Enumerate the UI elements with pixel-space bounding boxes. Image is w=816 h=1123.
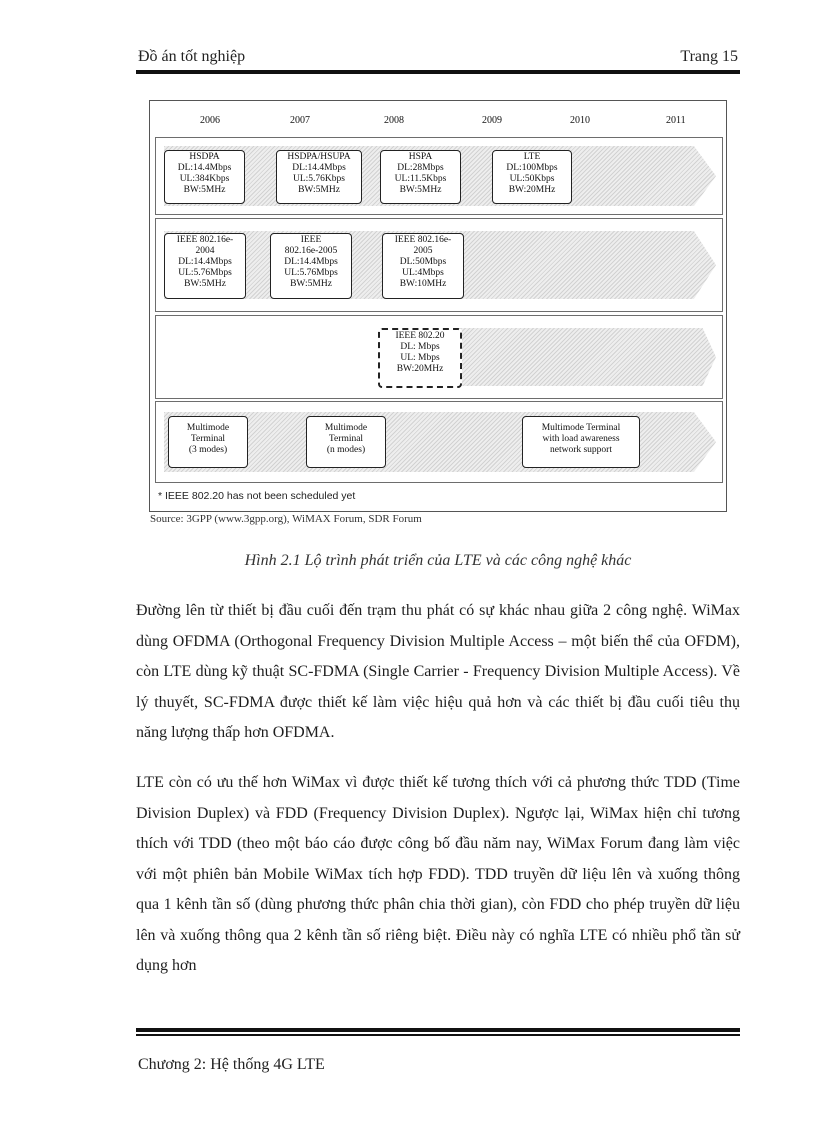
figure-source: Source: 3GPP (www.3gpp.org), WiMAX Forum, SDR Forum [150, 513, 422, 525]
footer-rule [136, 1028, 740, 1032]
tech-box: IEEE 802.20 DL: Mbps UL: Mbps BW:20MHz [378, 328, 462, 388]
roadmap-figure [149, 100, 727, 528]
paragraph [136, 768, 740, 982]
paragraph [136, 596, 740, 749]
year-label: 2007 [290, 115, 310, 126]
footer-chapter: Chương 2: Hệ thống 4G LTE [138, 1056, 325, 1073]
year-label: 2008 [384, 115, 404, 126]
paragraph-text: LTE còn có ưu thế hơn WiMax vì được thiết kế tương thích với cả phương thức TDD (Time Division Duplex) và FDD (Frequency Division Duplex). Ngược lại, WiMax hiện chỉ tương thích với TDD (theo một báo cáo được công bố đầu năm nay, WiMax Forum đang làm việc với một phiên bản Mobile WiMax tích hợp FDD). TDD truyền dữ liệu lên và xuống thông qua 1 kênh tần số (dùng phương thức phân chia thời gian), còn FDD cho phép truyền dữ liệu lên và xuống thông qua 2 kênh tần số riêng biệt. Điều này có nghĩa LTE có nhiều phổ tần sử dụng hơn [136, 774, 740, 974]
year-axis [150, 115, 726, 129]
lane-multimode [155, 401, 723, 483]
figure-frame [149, 100, 727, 512]
tech-box: Multimode Terminal (3 modes) [168, 416, 248, 468]
tech-box: HSDPA DL:14.4Mbps UL:384Kbps BW:5MHz [164, 150, 245, 204]
tech-box: LTE DL:100Mbps UL:50Kbps BW:20MHz [492, 150, 572, 204]
header-rule [136, 70, 740, 74]
page-number: Trang 15 [680, 48, 738, 65]
year-label: 2010 [570, 115, 590, 126]
tech-box: Multimode Terminal with load awareness network support [522, 416, 640, 468]
tech-box: IEEE 802.16e-2005 DL:14.4Mbps UL:5.76Mbps BW:5MHz [270, 233, 352, 299]
lane-ieee-80220 [155, 315, 723, 399]
tech-box: IEEE 802.16e- 2004 DL:14.4Mbps UL:5.76Mbps BW:5MHz [164, 233, 246, 299]
year-label: 2011 [666, 115, 686, 126]
figure-footnote: * IEEE 802.20 has not been scheduled yet [158, 490, 356, 502]
year-label: 2006 [200, 115, 220, 126]
figure-caption: Hình 2.1 Lộ trình phát triển của LTE và các công nghệ khác [244, 552, 632, 569]
paragraph-text: Đường lên từ thiết bị đầu cuối đến trạm thu phát có sự khác nhau giữa 2 công nghệ. WiMax dùng OFDMA (Orthogonal Frequency Division Multiple Access – một biến thể của OFDM), còn LTE dùng kỹ thuật SC-FDMA (Single Carrier - Frequency Division Multiple Access). Về lý thuyết, SC-FDMA được thiết kế làm việc hiệu quả hơn và các thiết bị đầu cuối tiêu thụ năng lượng thấp hơn OFDMA. [136, 602, 740, 741]
tech-box: IEEE 802.16e- 2005 DL:50Mbps UL:4Mbps BW:10MHz [382, 233, 464, 299]
header-title: Đồ án tốt nghiệp [138, 48, 246, 65]
tech-box: Multimode Terminal (n modes) [306, 416, 386, 468]
tech-box: HSPA DL:28Mbps UL:11.5Kbps BW:5MHz [380, 150, 461, 204]
footer-rule [136, 1034, 740, 1036]
lane-3gpp [155, 137, 723, 215]
tech-box: HSDPA/HSUPA DL:14.4Mbps UL:5.76Kbps BW:5MHz [276, 150, 362, 204]
lane-ieee-80216 [155, 218, 723, 312]
year-label: 2009 [482, 115, 502, 126]
